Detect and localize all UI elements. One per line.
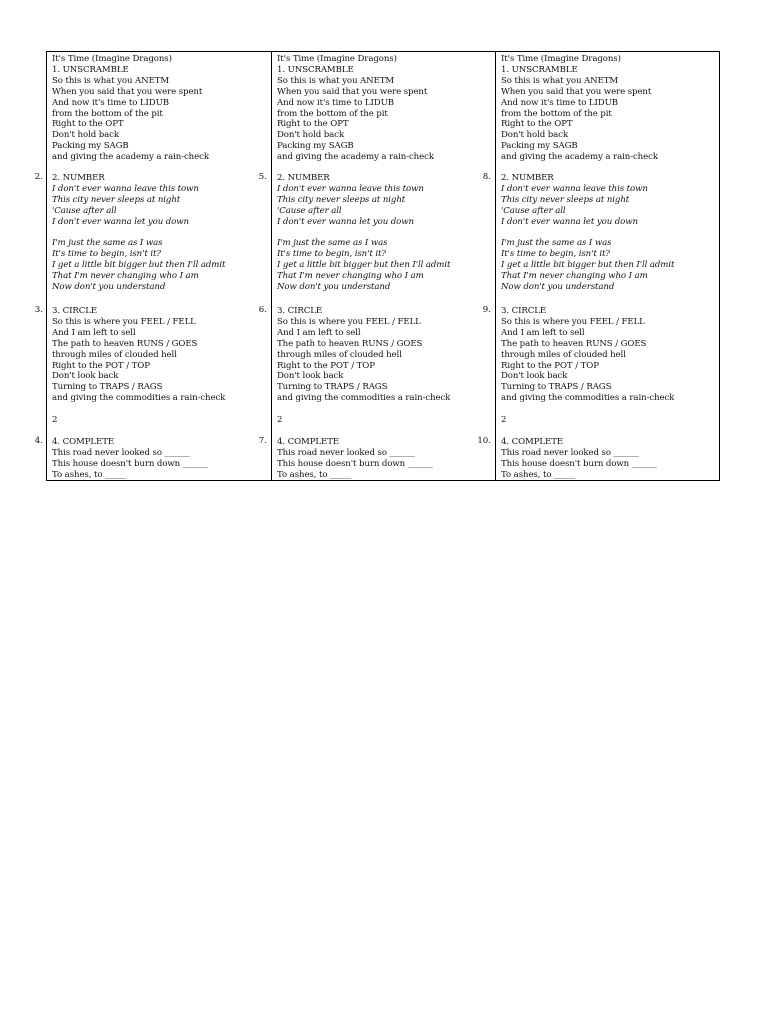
lyric-line: The path to heaven RUNS / GOES (277, 338, 423, 349)
lyric-line: That I'm never changing who I am (501, 271, 648, 282)
lyric-line: Packing my SAGB (277, 141, 354, 152)
lyric-line: When you said that you were spent (52, 86, 203, 97)
lyric-line: I get a little bit bigger but then I'll admit (52, 260, 226, 271)
lyric-line: 'Cause after all (277, 205, 342, 216)
section-heading-complete: 4. COMPLETE (277, 437, 340, 447)
lyric-line: That I'm never changing who I am (52, 271, 199, 282)
lyric-line: through miles of clouded hell (277, 349, 402, 360)
section-heading-unscramble: 1. UNSCRAMBLE (52, 64, 129, 75)
lyric-line: Right to the POT / TOP (501, 360, 599, 371)
section-heading-unscramble: 1. UNSCRAMBLE (501, 64, 578, 75)
lyric-line: Don't hold back (52, 130, 119, 141)
lyric-line: Turning to TRAPS / RAGS (52, 382, 163, 393)
lyric-line: and giving the commodities a rain-check (501, 393, 675, 404)
lyric-line: and giving the commodities a rain-check (277, 393, 451, 404)
lyric-line: from the bottom of the pit (277, 108, 388, 119)
lyric-line: The path to heaven RUNS / GOES (501, 338, 647, 349)
question-number: 7. (258, 436, 267, 446)
lyric-line: Right to the OPT (277, 119, 349, 130)
lyric-line: It's time to begin, isn't it? (52, 249, 161, 260)
lyric-line: So this is where you FEEL / FELL (52, 316, 196, 327)
lyric-line: Right to the POT / TOP (52, 360, 150, 371)
lyric-line: This city never sleeps at night (52, 194, 181, 205)
worksheet-column-2 (271, 52, 495, 480)
lyric-line: Right to the OPT (52, 119, 124, 130)
lyric-line: Right to the POT / TOP (277, 360, 375, 371)
lyric-line: This house doesn't burn down ______ (52, 458, 208, 469)
lyric-line: This city never sleeps at night (277, 194, 406, 205)
lyric-line: To ashes, to _____ (277, 469, 352, 480)
lyric-line: And I am left to sell (52, 327, 136, 338)
lyric-line: This house doesn't burn down ______ (277, 458, 433, 469)
section-heading-number: 2. NUMBER (52, 173, 105, 183)
lyric-line: So this is where you FEEL / FELL (501, 316, 645, 327)
lyric-line: I'm just the same as I was (501, 238, 612, 249)
section-note: 2 (501, 415, 507, 425)
lyric-line: 'Cause after all (501, 205, 566, 216)
lyric-line: Don't look back (52, 371, 119, 382)
section-heading-circle: 3. CIRCLE (501, 306, 547, 316)
section-note: 2 (277, 415, 283, 425)
question-number: 9. (482, 305, 491, 315)
lyric-line: and giving the academy a rain-check (52, 152, 209, 163)
lyric-line: Now don't you understand (501, 282, 615, 292)
section-heading-circle: 3. CIRCLE (52, 306, 98, 316)
lyric-line: I'm just the same as I was (52, 238, 163, 249)
lyric-line: 'Cause after all (52, 205, 117, 216)
lyric-line: It's time to begin, isn't it? (501, 249, 610, 260)
worksheet-title: It's Time (Imagine Dragons) (52, 54, 172, 64)
lyric-line: When you said that you were spent (501, 86, 652, 97)
lyric-line: The path to heaven RUNS / GOES (52, 338, 198, 349)
lyric-line: I get a little bit bigger but then I'll admit (501, 260, 675, 271)
lyric-line: I get a little bit bigger but then I'll admit (277, 260, 451, 271)
lyric-line: This city never sleeps at night (501, 194, 630, 205)
worksheet-sheet (46, 51, 720, 481)
lyric-line: I don't ever wanna let you down (52, 216, 189, 227)
question-number: 3. (34, 305, 43, 315)
lyric-line: This road never looked so ______ (277, 447, 415, 458)
lyric-line: Packing my SAGB (501, 141, 578, 152)
section-heading-circle: 3. CIRCLE (277, 306, 323, 316)
lyric-line: That I'm never changing who I am (277, 271, 424, 282)
worksheet-title: It's Time (Imagine Dragons) (501, 54, 621, 64)
lyric-line: through miles of clouded hell (501, 349, 626, 360)
lyric-line: And I am left to sell (277, 327, 361, 338)
lyric-line: So this is what you ANETM (52, 75, 170, 86)
lyric-line: So this is where you FEEL / FELL (277, 316, 421, 327)
lyric-line: When you said that you were spent (277, 86, 428, 97)
lyric-line: Now don't you understand (52, 282, 166, 292)
lyric-line: Don't hold back (501, 130, 568, 141)
worksheet-column-1 (47, 52, 271, 480)
lyric-line: Don't hold back (277, 130, 344, 141)
lyric-line: To ashes, to _____ (501, 469, 576, 480)
lyric-line: Now don't you understand (277, 282, 391, 292)
lyric-line: from the bottom of the pit (52, 108, 163, 119)
lyric-line: Packing my SAGB (52, 141, 129, 152)
lyric-line: Turning to TRAPS / RAGS (501, 382, 612, 393)
lyric-line: through miles of clouded hell (52, 349, 177, 360)
lyric-line: and giving the academy a rain-check (277, 152, 434, 163)
lyric-line: And I am left to sell (501, 327, 585, 338)
lyric-line: I don't ever wanna leave this town (52, 183, 199, 194)
lyric-line: And now it's time to LIDUB (52, 97, 169, 108)
lyric-line: To ashes, to _____ (52, 469, 127, 480)
lyric-line: Don't look back (501, 371, 568, 382)
lyric-line: And now it's time to LIDUB (501, 97, 618, 108)
lyric-line: So this is what you ANETM (501, 75, 619, 86)
lyric-line: I don't ever wanna leave this town (277, 183, 424, 194)
worksheet-column-3 (495, 52, 719, 480)
section-heading-complete: 4. COMPLETE (52, 437, 115, 447)
lyric-line: I'm just the same as I was (277, 238, 388, 249)
question-number: 4. (34, 436, 43, 446)
section-note: 2 (52, 415, 58, 425)
lyric-line: This road never looked so ______ (52, 447, 190, 458)
question-number: 5. (258, 172, 267, 182)
worksheet-title: It's Time (Imagine Dragons) (277, 54, 397, 64)
question-number: 2. (34, 172, 43, 182)
lyric-line: And now it's time to LIDUB (277, 97, 394, 108)
lyric-line: So this is what you ANETM (277, 75, 395, 86)
question-number: 6. (258, 305, 267, 315)
lyric-line: and giving the commodities a rain-check (52, 393, 226, 404)
question-number: 8. (482, 172, 491, 182)
section-heading-number: 2. NUMBER (501, 173, 554, 183)
lyric-line: I don't ever wanna leave this town (501, 183, 648, 194)
section-heading-number: 2. NUMBER (277, 173, 330, 183)
lyric-line: It's time to begin, isn't it? (277, 249, 386, 260)
section-heading-complete: 4. COMPLETE (501, 437, 564, 447)
lyric-line: Turning to TRAPS / RAGS (277, 382, 388, 393)
lyric-line: and giving the academy a rain-check (501, 152, 658, 163)
lyric-line: I don't ever wanna let you down (501, 216, 638, 227)
section-heading-unscramble: 1. UNSCRAMBLE (277, 64, 354, 75)
lyric-line: This road never looked so ______ (501, 447, 639, 458)
lyric-line: Right to the OPT (501, 119, 573, 130)
lyric-line: from the bottom of the pit (501, 108, 612, 119)
lyric-line: Don't look back (277, 371, 344, 382)
lyric-line: I don't ever wanna let you down (277, 216, 414, 227)
question-number: 10. (477, 436, 491, 446)
lyric-line: This house doesn't burn down ______ (501, 458, 657, 469)
